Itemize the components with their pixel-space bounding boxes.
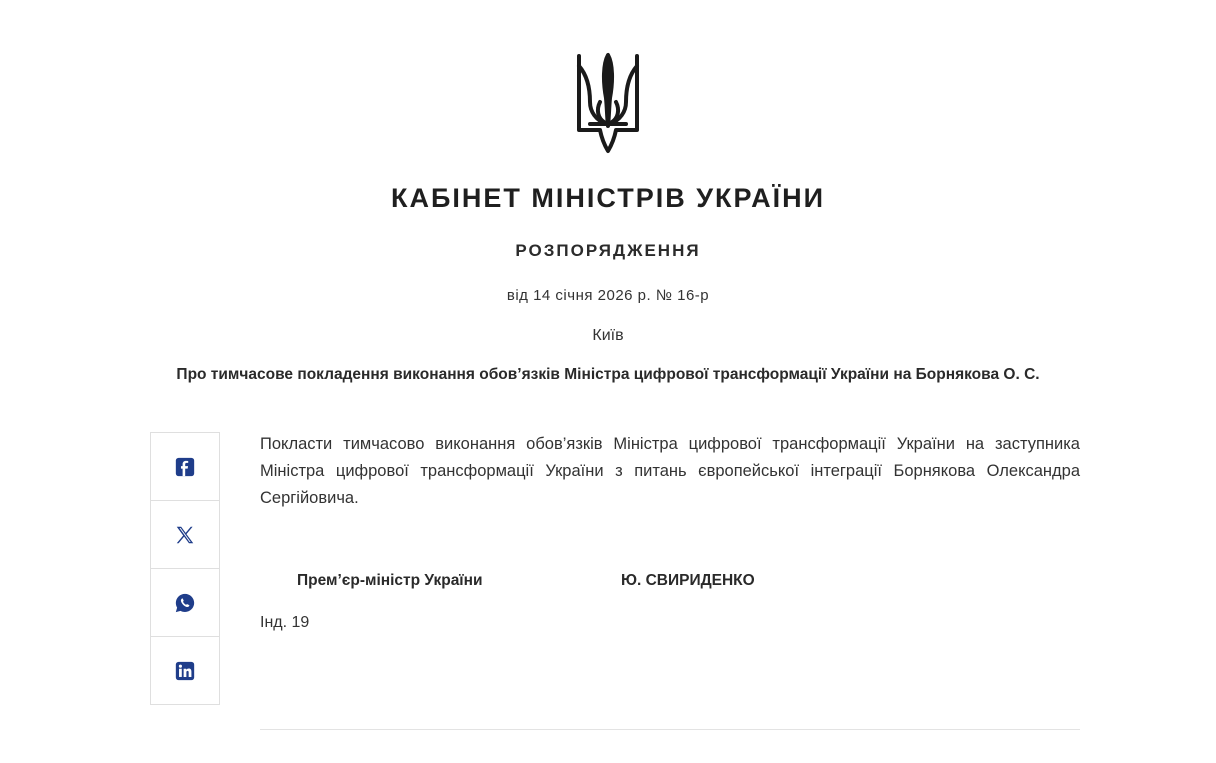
document-subject: Про тимчасове покладення виконання обов’язків Міністра цифрової трансформації України на Борнякова О. С. <box>176 366 1040 383</box>
share-x-button[interactable] <box>151 501 219 569</box>
facebook-icon <box>174 456 196 478</box>
signatory-title: Прем’єр-міністр України <box>297 572 483 589</box>
divider <box>260 729 1080 730</box>
signatory-name: Ю. СВИРИДЕНКО <box>621 572 755 589</box>
linkedin-icon <box>174 660 196 682</box>
document-date: від 14 січня 2026 р. № 16-р <box>506 287 710 304</box>
document-body-paragraph: Покласти тимчасово виконання обов’язків Міністра цифрової трансформації України на заступника Міністра цифрової трансформації України з питань європейської інтеграції Борнякова Олександра Сергійовича. <box>260 435 1080 507</box>
trident-icon <box>576 52 640 154</box>
document-place: Київ <box>592 327 624 344</box>
share-linkedin-button[interactable] <box>151 637 219 704</box>
x-icon <box>174 524 196 546</box>
document-index: Інд. 19 <box>260 614 310 631</box>
share-facebook-button[interactable] <box>151 433 219 501</box>
trident-emblem <box>576 52 640 154</box>
document-type: РОЗПОРЯДЖЕННЯ <box>515 241 701 260</box>
share-whatsapp-button[interactable] <box>151 569 219 637</box>
page-title: КАБІНЕТ МІНІСТРІВ УКРАЇНИ <box>391 183 825 213</box>
whatsapp-icon <box>174 592 196 614</box>
share-bar <box>150 432 220 705</box>
